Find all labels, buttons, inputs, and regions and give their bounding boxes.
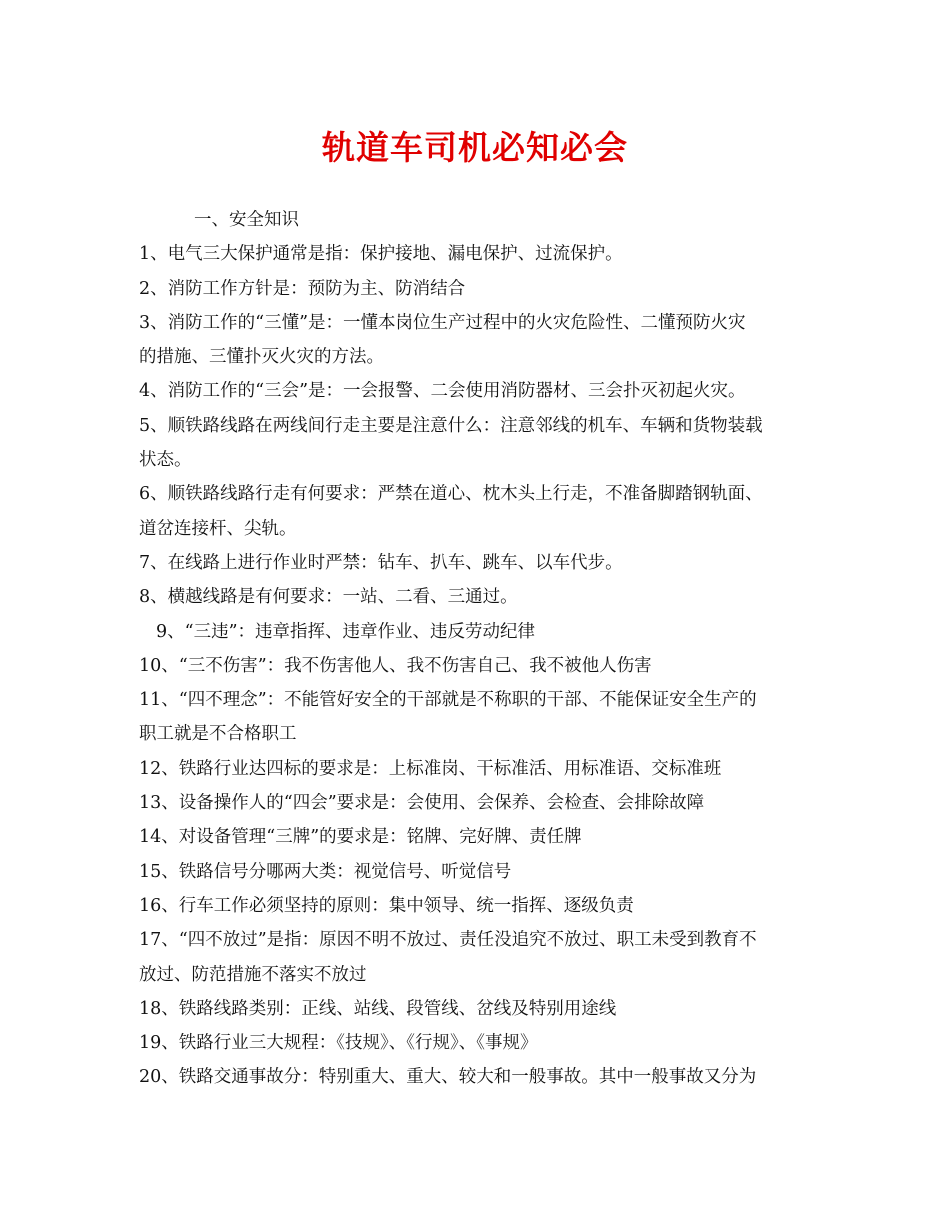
text-line: 5、顺铁路线路在两线间行走主要是注意什么：注意邻线的机车、车辆和货物装载 bbox=[139, 415, 763, 436]
text-line: 15、铁路信号分哪两大类：视觉信号、听觉信号 bbox=[139, 861, 512, 882]
text-line: 20、铁路交通事故分：特别重大、重大、较大和一般事故。其中一般事故又分为 bbox=[139, 1067, 757, 1088]
text-line: 17、“四不放过”是指：原因不明不放过、责任没追究不放过、职工未受到教育不 bbox=[139, 930, 757, 951]
text-line: 13、设备操作人的“四会”要求是：会使用、会保养、会检查、会排除故障 bbox=[139, 793, 705, 814]
text-line: 状态。 bbox=[139, 450, 192, 471]
document-body bbox=[139, 203, 814, 1095]
text-line: 的措施、三懂扑灭火灾的方法。 bbox=[139, 347, 384, 368]
document-title: 轨道车司机必知必会 bbox=[322, 128, 628, 167]
text-line: 11、“四不理念”：不能管好安全的干部就是不称职的干部、不能保证安全生产的 bbox=[139, 690, 757, 711]
text-line: 16、行车工作必须坚持的原则：集中领导、统一指挥、逐级负责 bbox=[139, 895, 634, 916]
section-heading: 一、安全知识 bbox=[194, 210, 299, 230]
text-line: 2、消防工作方针是：预防为主、防消结合 bbox=[139, 278, 466, 299]
text-line: 3、消防工作的“三懂”是：一懂本岗位生产过程中的火灾危险性、二懂预防火灾 bbox=[139, 312, 746, 333]
text-line: 19、铁路行业三大规程：《技规》、《行规》、《事规》 bbox=[139, 1033, 538, 1054]
text-line: 道岔连接杆、尖轨。 bbox=[139, 518, 297, 539]
text-line: 6、顺铁路线路行走有何要求：严禁在道心、枕木头上行走，不准备脚踏钢轨面、 bbox=[139, 484, 763, 505]
text-line: 14、对设备管理“三牌”的要求是：铭牌、完好牌、责任牌 bbox=[139, 827, 582, 848]
text-line: 10、“三不伤害”：我不伤害他人、我不伤害自己、我不被他人伤害 bbox=[139, 655, 652, 676]
text-line: 放过、防范措施不落实不放过 bbox=[139, 964, 367, 985]
text-line: 18、铁路线路类别：正线、站线、段管线、岔线及特别用途线 bbox=[139, 998, 617, 1019]
text-line: 7、在线路上进行作业时严禁：钻车、扒车、跳车、以车代步。 bbox=[139, 552, 623, 573]
text-line: 1、电气三大保护通常是指：保护接地、漏电保护、过流保护。 bbox=[139, 244, 623, 265]
text-line: 4、消防工作的“三会”是：一会报警、二会使用消防器材、三会扑灭初起火灾。 bbox=[139, 381, 746, 402]
text-line: 8、横越线路是有何要求：一站、二看、三通过。 bbox=[139, 587, 518, 608]
text-line: 9、“三违”：违章指挥、违章作业、违反劳动纪律 bbox=[156, 621, 536, 642]
text-line: 12、铁路行业达四标的要求是：上标准岗、干标准活、用标准语、交标准班 bbox=[139, 758, 722, 779]
text-line: 职工就是不合格职工 bbox=[139, 724, 297, 745]
